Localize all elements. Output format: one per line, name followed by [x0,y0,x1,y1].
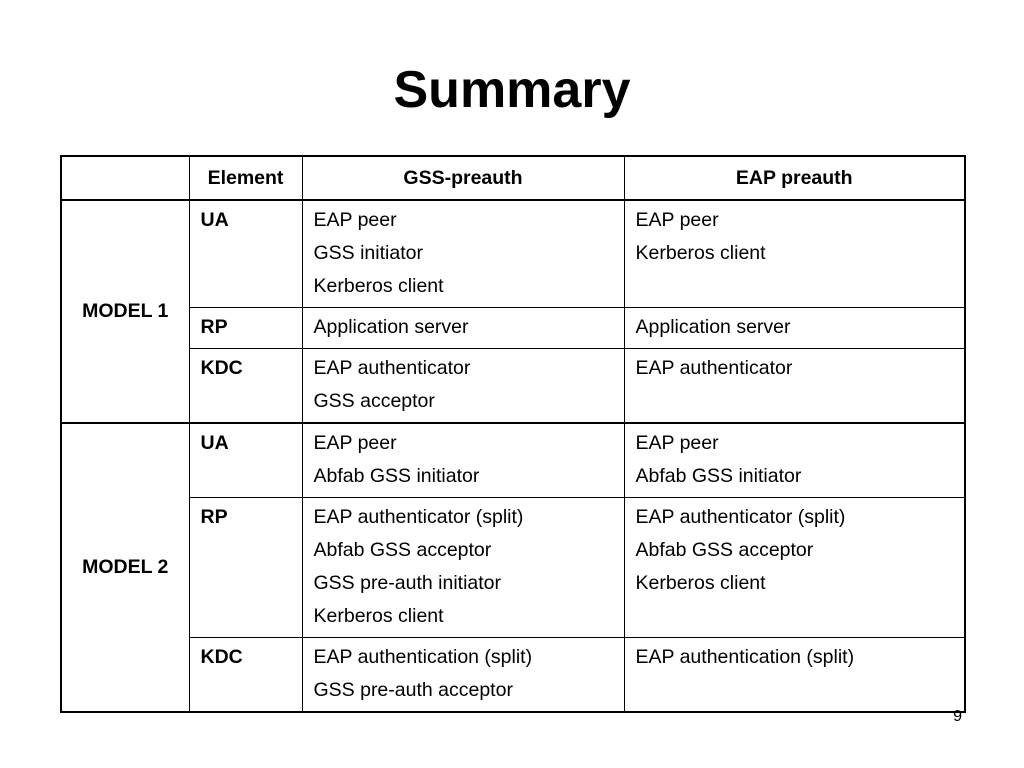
cell-line: EAP authenticator (split) [635,506,846,528]
page-title: Summary [393,61,631,119]
cell-line: EAP authenticator [313,357,471,379]
eap-preauth-cell [624,200,965,308]
cell-line: Abfab GSS initiator [313,465,480,487]
table-row [61,498,965,638]
cell-line: EAP peer [635,209,719,231]
cell-line: Abfab GSS initiator [635,465,802,487]
element-label: KDC [189,349,302,424]
element-label: KDC [189,638,302,713]
summary-table [60,155,966,713]
table-row [61,200,965,308]
cell-line: GSS initiator [313,242,423,264]
header-eap-preauth: EAP preauth [624,156,965,200]
element-label: UA [189,200,302,308]
eap-preauth-cell [624,308,965,349]
cell-line: Application server [635,316,791,338]
cell-line: GSS acceptor [313,390,435,412]
cell-line: Kerberos client [313,605,444,627]
eap-preauth-cell [624,423,965,498]
cell-line: Application server [313,316,469,338]
table-header-row [61,156,965,200]
cell-line: Kerberos client [635,242,766,264]
cell-line: Abfab GSS acceptor [635,539,814,561]
cell-line: EAP authenticator (split) [313,506,524,528]
gss-preauth-cell [302,638,624,713]
eap-preauth-cell [624,638,965,713]
cell-line: EAP peer [635,432,719,454]
eap-preauth-cell [624,498,965,638]
header-model [61,156,189,200]
model-label: MODEL 1 [61,200,189,423]
model-1-group [61,200,965,423]
cell-line: Kerberos client [313,275,444,297]
cell-line: EAP authentication (split) [635,646,855,668]
gss-preauth-cell [302,349,624,424]
cell-line: Abfab GSS acceptor [313,539,492,561]
cell-line: Kerberos client [635,572,766,594]
cell-line: EAP authentication (split) [313,646,533,668]
element-label: UA [189,423,302,498]
header-gss-preauth: GSS-preauth [302,156,624,200]
table-row [61,308,965,349]
gss-preauth-cell [302,308,624,349]
table-row [61,349,965,424]
eap-preauth-cell [624,349,965,424]
gss-preauth-cell [302,200,624,308]
gss-preauth-cell [302,498,624,638]
page-number: 9 [953,708,962,725]
model-label: MODEL 2 [61,423,189,712]
element-label: RP [189,498,302,638]
cell-line: EAP peer [313,432,397,454]
cell-line: EAP peer [313,209,397,231]
cell-line: GSS pre-auth acceptor [313,679,513,701]
gss-preauth-cell [302,423,624,498]
model-2-group [61,423,965,712]
element-label: RP [189,308,302,349]
table-row [61,638,965,713]
cell-line: GSS pre-auth initiator [313,572,502,594]
table-row [61,423,965,498]
cell-line: EAP authenticator [635,357,793,379]
header-element: Element [189,156,302,200]
